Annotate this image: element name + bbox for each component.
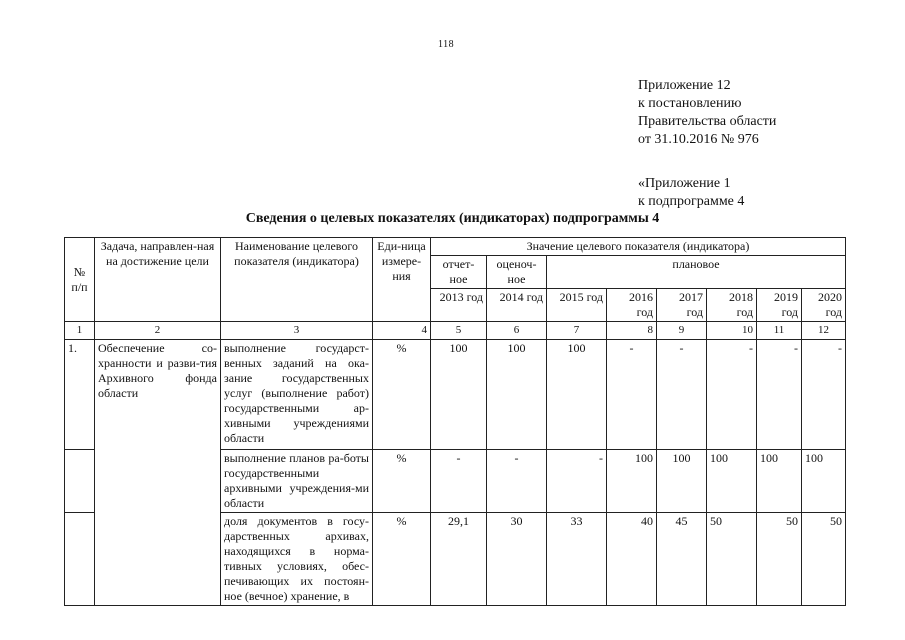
row-num: 1. — [65, 340, 95, 450]
header-year: 2020 год — [802, 289, 846, 322]
column-number: 4 — [373, 322, 431, 340]
header-estimated: оценоч-ное — [487, 256, 547, 289]
row-value: - — [547, 450, 607, 513]
header-year: 2018 год — [707, 289, 757, 322]
header-reported: отчет-ное — [431, 256, 487, 289]
row-value: 45 — [657, 513, 707, 606]
document-title: Сведения о целевых показателях (индикаторах) подпрограммы 4 — [245, 211, 660, 226]
column-number: 3 — [221, 322, 373, 340]
row-value: 40 — [607, 513, 657, 606]
header-planned: плановое — [547, 256, 846, 289]
appendix-inner-line: «Приложение 1 — [638, 176, 731, 191]
appendix-line: Приложение 12 — [638, 78, 731, 93]
header-year: 2019 год — [757, 289, 802, 322]
row-unit: % — [373, 340, 431, 450]
row-value: - — [707, 340, 757, 450]
row-value: 100 — [431, 340, 487, 450]
row-value: - — [657, 340, 707, 450]
column-number: 6 — [487, 322, 547, 340]
table-row — [65, 340, 846, 450]
row-indicator: выполнение планов ра-боты государственными архивными учреждения-ми области — [221, 450, 373, 513]
row-value: 50 — [802, 513, 846, 606]
header-value-group: Значение целевого показателя (индикатора) — [431, 238, 846, 256]
header-year: 2017 год — [657, 289, 707, 322]
row-value: 30 — [487, 513, 547, 606]
row-value: 50 — [707, 513, 757, 606]
column-number: 8 — [607, 322, 657, 340]
column-number: 7 — [547, 322, 607, 340]
header-task: Задача, направлен-ная на достижение цели — [95, 238, 221, 322]
header-unit: Еди-ница измере-ния — [373, 238, 431, 322]
row-value: 100 — [757, 450, 802, 513]
row-num — [65, 450, 95, 513]
row-value: 100 — [657, 450, 707, 513]
header-year: 2013 год — [431, 289, 487, 322]
row-value: - — [802, 340, 846, 450]
row-indicator: выполнение государст-венных заданий на ока-зание государственных услуг (выполнение работ) государственными ар-хивными учреждениями области — [221, 340, 373, 450]
column-number: 2 — [95, 322, 221, 340]
row-value: 29,1 — [431, 513, 487, 606]
page-number: 118 — [438, 39, 455, 50]
header-num: № п/п — [65, 238, 95, 322]
header-row — [65, 238, 846, 256]
row-unit: % — [373, 450, 431, 513]
indicators-table — [64, 237, 846, 606]
row-value: 100 — [607, 450, 657, 513]
header-year: 2016 год — [607, 289, 657, 322]
row-value: - — [757, 340, 802, 450]
column-number: 5 — [431, 322, 487, 340]
column-number: 9 — [657, 322, 707, 340]
row-value: 100 — [707, 450, 757, 513]
row-value: - — [431, 450, 487, 513]
column-number: 10 — [707, 322, 757, 340]
header-indicator: Наименование целевого показателя (индикатора) — [221, 238, 373, 322]
column-number: 12 — [802, 322, 846, 340]
row-value: 100 — [547, 340, 607, 450]
column-number: 1 — [65, 322, 95, 340]
row-value: - — [487, 450, 547, 513]
appendix-line: Правительства области — [638, 114, 777, 129]
row-task: Обеспечение со-хранности и разви-тия Архивного фонда области — [95, 340, 221, 606]
column-number: 11 — [757, 322, 802, 340]
row-value: 33 — [547, 513, 607, 606]
row-unit: % — [373, 513, 431, 606]
row-num — [65, 513, 95, 606]
header-year: 2015 год — [547, 289, 607, 322]
appendix-block — [638, 77, 776, 211]
column-number-row — [65, 322, 846, 340]
appendix-inner-line: к подпрограмме 4 — [638, 194, 745, 209]
header-year: 2014 год — [487, 289, 547, 322]
appendix-line: к постановлению — [638, 96, 742, 111]
appendix-line: от 31.10.2016 № 976 — [638, 132, 759, 147]
row-value: 100 — [487, 340, 547, 450]
row-value: 100 — [802, 450, 846, 513]
row-value: - — [607, 340, 657, 450]
row-indicator: доля документов в госу-дарственных архивах, находящихся в норма-тивных условиях, обес-печивающих их постоян-ное (вечное) хранение, в — [221, 513, 373, 606]
row-value: 50 — [757, 513, 802, 606]
